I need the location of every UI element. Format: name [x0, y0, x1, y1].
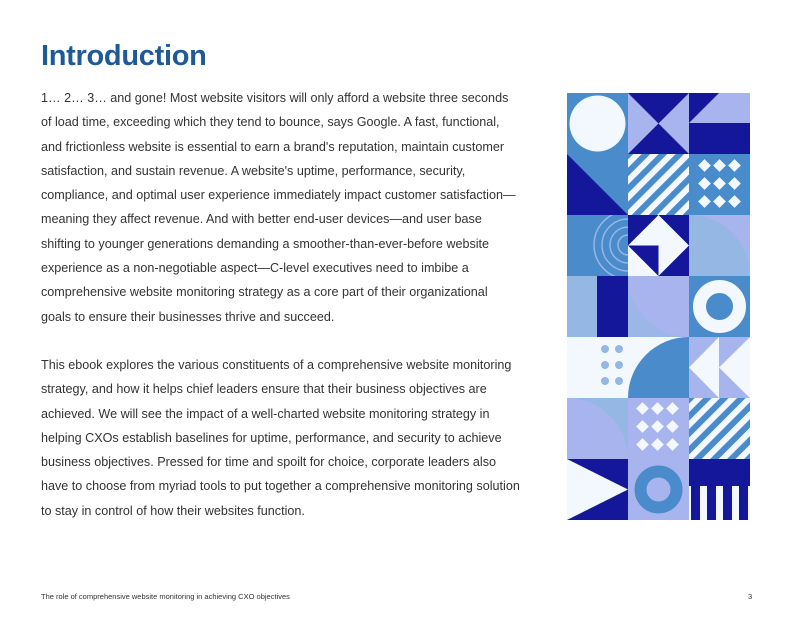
page-title: Introduction — [41, 40, 207, 72]
geometric-pattern-illustration — [567, 93, 750, 520]
body-text — [41, 86, 521, 523]
page-number: 3 — [748, 592, 753, 601]
intro-paragraph-1: 1… 2… 3… and gone! Most website visitors will only afford a website three seconds of load time, exceeding which they tend to bounce, says Google. A fast, functional, and frictionless website is essential to earn a brand's reputation, maintain customer satisfaction, and sustain revenue. A website's uptime, performance, security, compliance, and optimal user experience immediately impact customer satisfaction—meaning they affect revenue. And with better end-user devices—and user base shifting to younger generations demanding a smoother-than-ever-before website experience as a non-negotiable aspect—C-level executives need to imbibe a comprehensive website monitoring strategy as a core part of their organizational goals to ensure their businesses thrive and succeed. — [41, 91, 516, 324]
footer-title: The role of comprehensive website monitoring in achieving CXO objectives — [41, 592, 290, 601]
tile-r1c1 — [628, 154, 689, 215]
tile-r5c2 — [689, 398, 750, 459]
intro-paragraph-2: This ebook explores the various constituents of a comprehensive website monitoring strategy, and how it helps chief leaders ensure that their business objectives are achieved. We will see the impact of a well-charted website monitoring strategy in helping CXOs establish baselines for uptime, performance, and security to achieve business objectives. Pressed for time and spoilt for choice, corporate leaders also have to choose from myriad tools to put together a comprehensive monitoring solution to stay in control of how their websites function. — [41, 357, 520, 518]
tile-r2c0 — [567, 215, 628, 276]
